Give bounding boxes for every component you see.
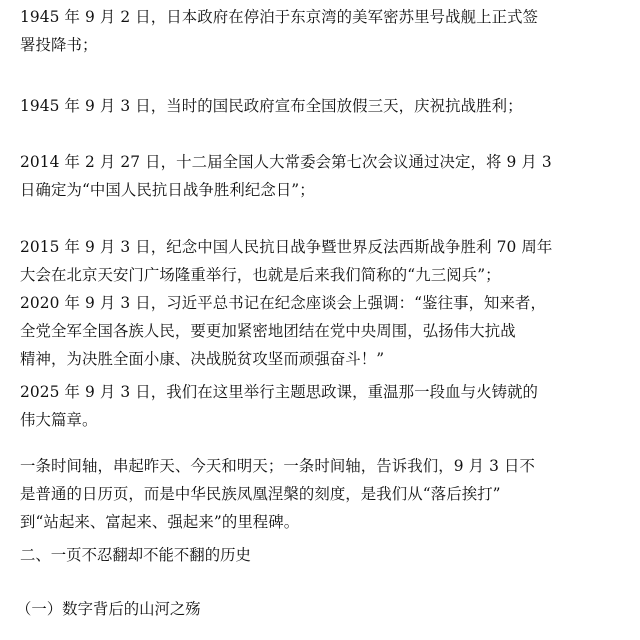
paragraph-line: 一条时间轴，串起昨天、今天和明天；一条时间轴，告诉我们，9 月 3 日不: [20, 457, 535, 475]
paragraph-holiday-1945-09-03: [20, 92, 620, 120]
paragraph-line: 2020 年 9 月 3 日，习近平总书记在纪念座谈会上强调：“鉴往事，知来者，: [20, 294, 547, 312]
paragraph-lesson-2025: [20, 378, 620, 434]
paragraph-line: 日确定为“中国人民抗日战争胜利纪念日”；: [20, 181, 315, 199]
paragraph-memorial-day-2014: [20, 148, 620, 204]
paragraph-surrender-1945-09-02: [20, 3, 620, 59]
paragraph-line: 到“站起来、富起来、强起来”的里程碑。: [20, 513, 300, 531]
paragraph-line: 2025 年 9 月 3 日，我们在这里举行主题思政课，重温那一段血与火铸就的: [20, 383, 539, 401]
paragraph-parade-2015: [20, 233, 620, 289]
paragraph-line: 伟大篇章。: [20, 411, 98, 429]
paragraph-line: 大会在北京天安门广场隆重举行，也就是后来我们简称的“九三阅兵”；: [20, 266, 501, 284]
paragraph-line: 精神，为决胜全面小康、决战脱贫攻坚而顽强奋斗！”: [20, 350, 385, 368]
paragraph-line: 1945 年 9 月 3 日，当时的国民政府宣布全国放假三天，庆祝抗战胜利；: [20, 97, 523, 115]
paragraph-line: 是普通的日历页，而是中华民族凤凰涅槃的刻度，是我们从“落后挨打”: [20, 485, 501, 503]
subsection-heading: （一）数字背后的山河之殇: [16, 600, 201, 618]
section-heading: 二、一页不忍翻却不能不翻的历史: [20, 546, 251, 564]
paragraph-line: 署投降书；: [20, 36, 98, 54]
paragraph-line: 2015 年 9 月 3 日，纪念中国人民抗日战争暨世界反法西斯战争胜利 70 周年: [20, 238, 553, 256]
paragraph-line: 全党全军全国各族人民，要更加紧密地团结在党中央周围，弘扬伟大抗战: [20, 322, 516, 340]
paragraph-speech-2020: [20, 289, 620, 373]
paragraph-timeline-summary: [20, 452, 620, 536]
paragraph-line: 2014 年 2 月 27 日，十二届全国人大常委会第七次会议通过决定，将 9 月 3: [20, 153, 552, 171]
paragraph-line: 1945 年 9 月 2 日，日本政府在停泊于东京湾的美军密苏里号战舰上正式签: [20, 8, 539, 26]
